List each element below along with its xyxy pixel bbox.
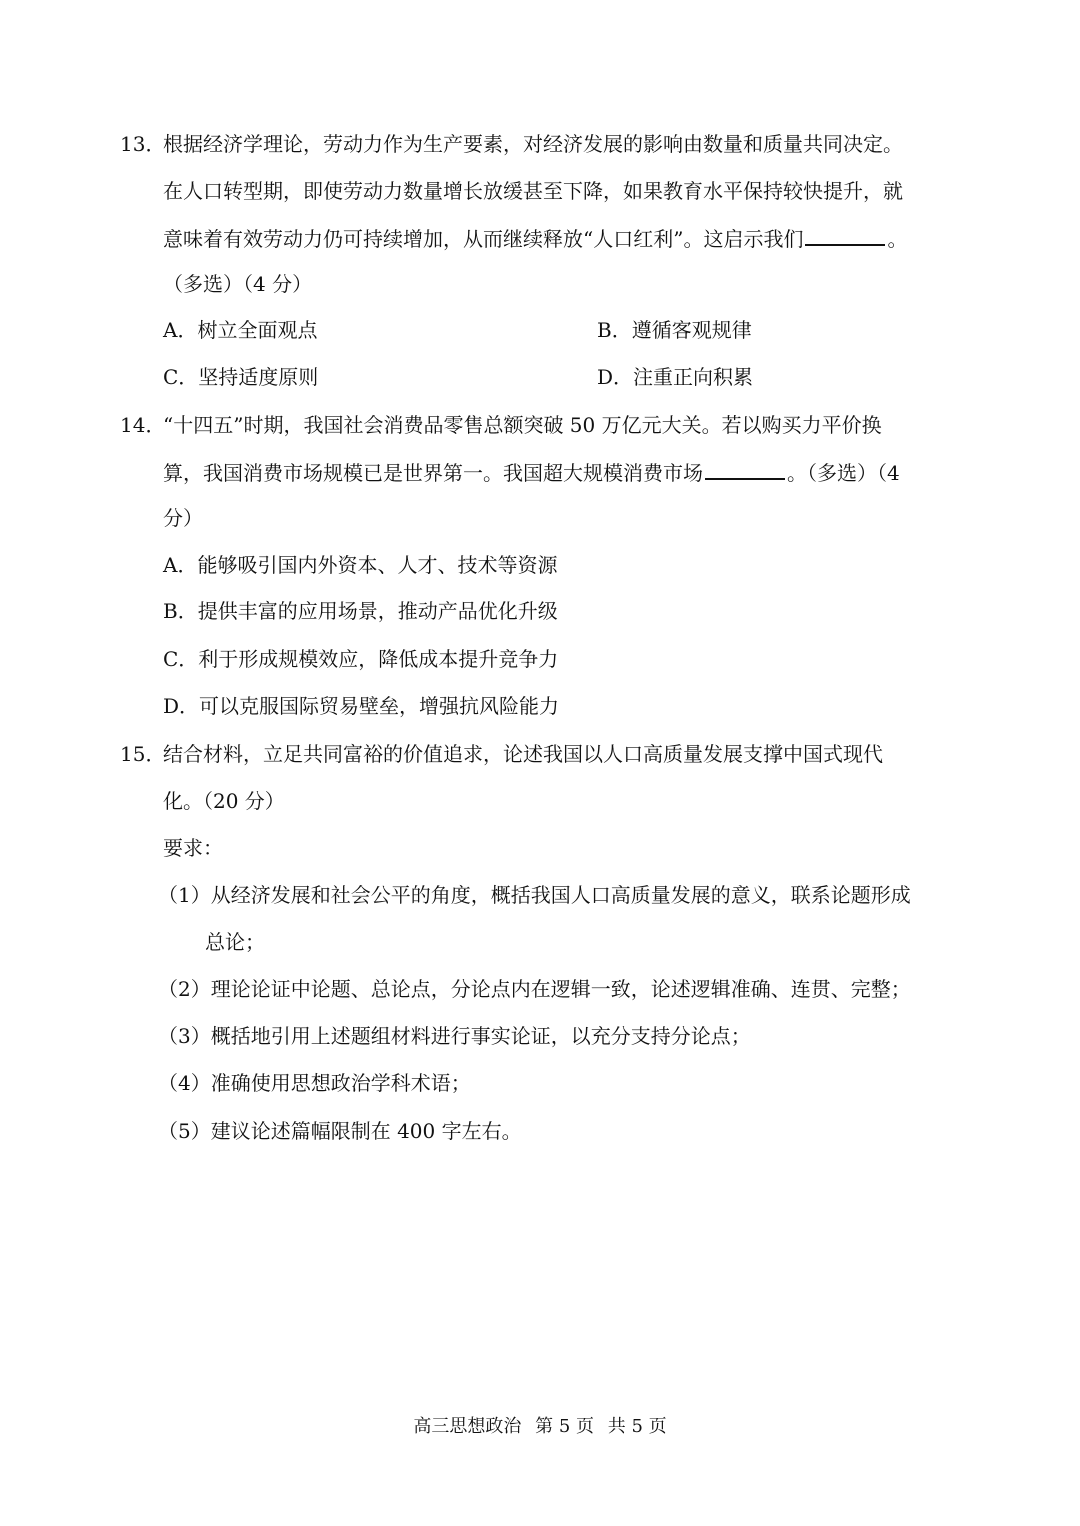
question-number: 14． <box>120 413 166 437</box>
question-text: 算，我国消费市场规模已是世界第一。我国超大规模消费市场 。（多选）（4 <box>163 458 900 487</box>
footer-total-pages: 共 5 页 <box>607 1416 667 1437</box>
question-number: 13． <box>120 132 166 156</box>
option-d: D．注重正向积累 <box>597 365 754 389</box>
footer-subject: 高三思想政治 <box>413 1416 522 1437</box>
option-a: A．树立全面观点 <box>163 318 318 342</box>
answer-blank <box>705 458 785 480</box>
question-text: 根据经济学理论，劳动力作为生产要素，对经济发展的影响由数量和质量共同决定。 <box>163 132 903 156</box>
question-text: 分） <box>163 506 203 530</box>
requirement-4: （4）准确使用思想政治学科术语； <box>158 1071 471 1095</box>
option-a: A．能够吸引国内外资本、人才、技术等资源 <box>163 553 558 577</box>
question-text: 意味着有效劳动力仍可持续增加，从而继续释放“人口红利”。这启示我们 。 <box>163 224 907 253</box>
requirement-1-cont: 总论； <box>205 930 265 954</box>
option-b: B．遵循客观规律 <box>597 318 752 342</box>
requirement-3: （3）概括地引用上述题组材料进行事实论证，以充分支持分论点； <box>158 1024 751 1048</box>
requirement-5: （5）建议论述篇幅限制在 400 字左右。 <box>158 1119 522 1143</box>
option-d: D．可以克服国际贸易壁垒，增强抗风险能力 <box>163 694 560 718</box>
question-number: 15． <box>120 742 166 766</box>
requirement-1: （1）从经济发展和社会公平的角度，概括我国人口高质量发展的意义，联系论题形成 <box>158 883 911 907</box>
question-text: “十四五”时期，我国社会消费品零售总额突破 50 万亿元大关。若以购买力平价换 <box>163 413 882 437</box>
question-text: 化。（20 分） <box>163 789 285 813</box>
answer-blank <box>805 224 885 246</box>
option-c: C．坚持适度原则 <box>163 365 319 389</box>
requirements-title: 要求： <box>163 836 223 860</box>
question-text: 在人口转型期，即使劳动力数量增长放缓甚至下降，如果教育水平保持较快提升，就 <box>163 179 903 203</box>
page-footer <box>0 1414 1080 1440</box>
option-c: C．利于形成规模效应，降低成本提升竞争力 <box>163 647 559 671</box>
footer-page-number: 第 5 页 <box>535 1416 594 1437</box>
question-text: 结合材料，立足共同富裕的价值追求，论述我国以人口高质量发展支撑中国式现代 <box>163 742 883 766</box>
option-b: B．提供丰富的应用场景，推动产品优化升级 <box>163 599 558 623</box>
requirement-2: （2）理论论证中论题、总论点，分论点内在逻辑一致，论述逻辑准确、连贯、完整； <box>158 977 911 1001</box>
question-meta: （多选）（4 分） <box>163 272 313 296</box>
